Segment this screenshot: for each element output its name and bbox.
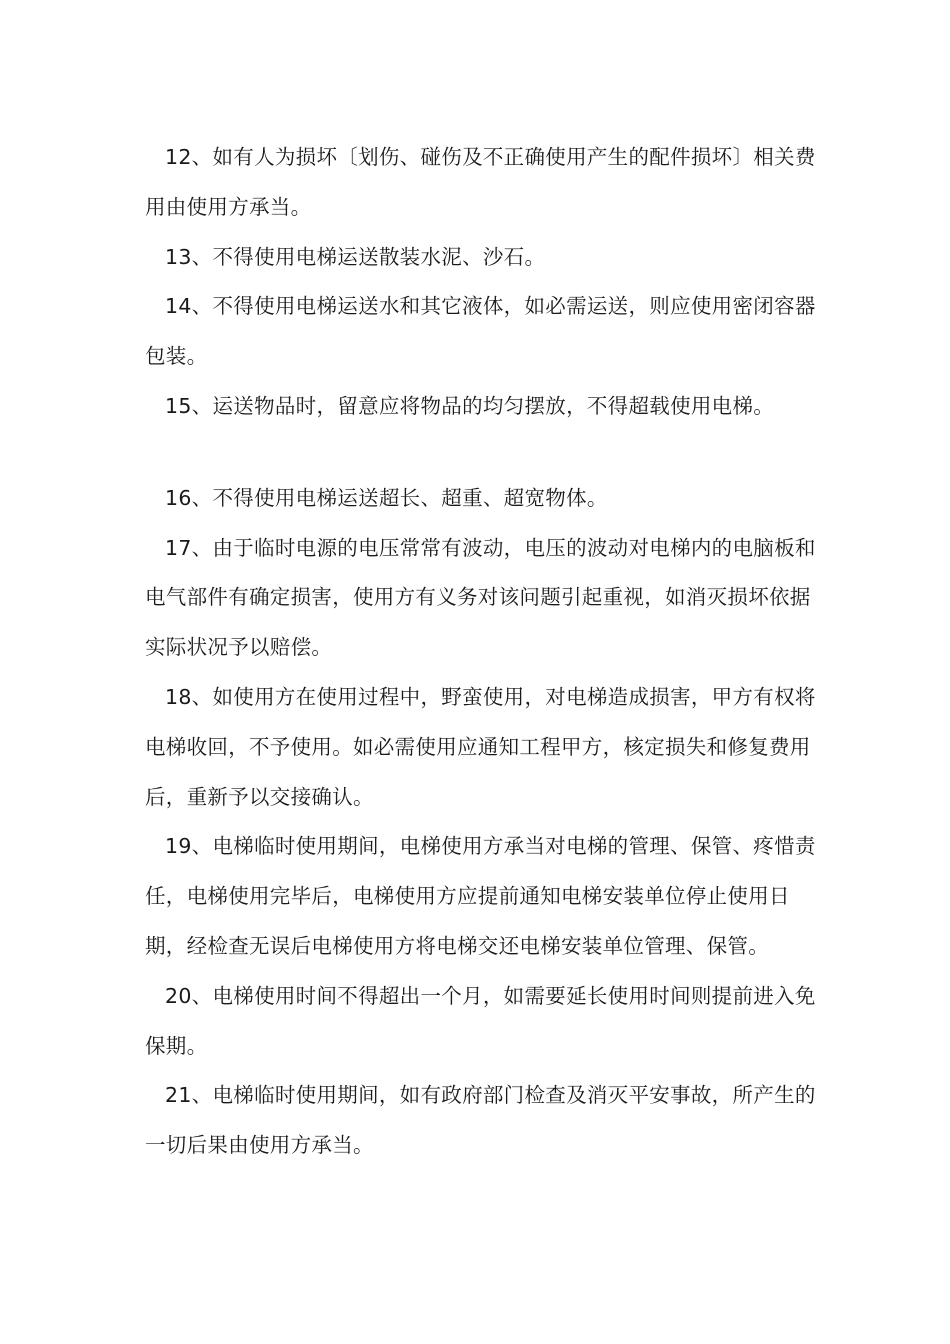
clause-18: 18、如使用方在使用过程中，野蛮使用，对电梯造成损害，甲方有权将电梯收回，不予使用。如必需使用应通知工程甲方，核定损失和修复费用后，重新予以交接确认。 [145, 684, 816, 809]
clause-13: 13、不得使用电梯运送散装水泥、沙石。 [165, 244, 546, 269]
clause-17: 17、由于临时电源的电压常常有波动，电压的波动对电梯内的电脑板和电气部件有确定损害，使用方有义务对该问题引起重视，如消灭损坏依据实际状况予以赔偿。 [145, 535, 816, 660]
clause-20: 20、电梯使用时间不得超出一个月，如需要延长使用时间则提前进入免保期。 [145, 983, 816, 1058]
clause-19: 19、电梯临时使用期间，电梯使用方承当对电梯的管理、保管、疼惜责任，电梯使用完毕后，电梯使用方应提前通知电梯安装单位停止使用日期，经检查无误后电梯使用方将电梯交还电梯安装单位管理、保管。 [145, 834, 816, 958]
clause-16: 16、不得使用电梯运送超长、超重、超宽物体。 [165, 485, 608, 510]
clause-14: 14、不得使用电梯运送水和其它液体，如必需运送，则应使用密闭容器包装。 [145, 294, 816, 369]
clause-15: 15、运送物品时，留意应将物品的均匀摆放，不得超载使用电梯。 [165, 393, 775, 418]
paragraph-gap [145, 432, 825, 474]
clause-12: 12、如有人为损坏〔划伤、碰伤及不正确使用产生的配件损坏〕相关费用由使用方承当。 [145, 145, 816, 219]
document-body [145, 133, 825, 1171]
clause-21: 21、电梯临时使用期间，如有政府部门检查及消灭平安事故，所产生的一切后果由使用方承当。 [145, 1083, 816, 1158]
